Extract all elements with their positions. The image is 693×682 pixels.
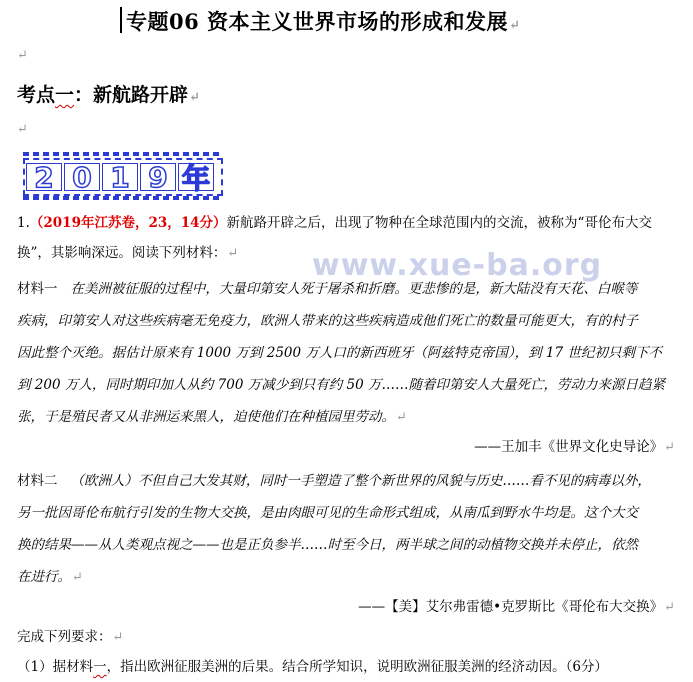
return-mark-icon: ↵ — [664, 440, 675, 455]
year-digit: 9 — [140, 163, 176, 191]
film-strip-bottom — [23, 196, 223, 200]
material1-line: 疾病，印第安人对这些疾病毫无免疫力，欧洲人带来的这些疾病造成他们死亡的数量可能更大，有的村子 — [17, 313, 638, 329]
spell-check-underline: 一 — [93, 659, 107, 675]
return-mark-icon: ↵ — [112, 630, 124, 645]
empty-paragraph-mark: ↵ — [17, 48, 28, 63]
question-line-1: 1.（2019年江苏卷，23，14分）新航路开辟之后，出现了物种在全球范围内的交流，被称为“哥伦布大交 — [17, 215, 652, 231]
year-digit: 2 — [26, 163, 62, 191]
page-title: 专题06 资本主义世界市场的形成和发展↵ — [120, 6, 520, 36]
film-strip-top — [23, 152, 223, 156]
empty-paragraph-mark: ↵ — [17, 122, 28, 137]
material2-line: 在进行。↵ — [17, 569, 83, 585]
question-source: （2019年江苏卷，23，14分） — [29, 215, 227, 231]
cursor-bar — [120, 7, 122, 33]
return-mark-icon: ↵ — [227, 246, 239, 261]
spell-check-underline: 一 — [55, 84, 75, 106]
material2-citation: ——【美】艾尔弗雷德•克罗斯比《哥伦布大交换》↵ — [358, 599, 675, 615]
material1-line: 到 200 万人，同时期印加人从约 700 万减少到只有约 50 万……随着印第安人大量死亡，劳动力来源日趋紧 — [17, 377, 665, 393]
material1-label: 材料一 — [17, 281, 58, 297]
material1-line: 张，于是殖民者又从非洲运来黑人，迫使他们在种植园里劳动。↵ — [17, 409, 407, 425]
return-mark-icon: ↵ — [189, 90, 200, 105]
year-banner — [23, 158, 223, 196]
section-heading: 考点一：新航路开辟↵ — [17, 84, 200, 106]
return-mark-icon: ↵ — [509, 18, 521, 33]
year-digit: 0 — [64, 163, 100, 191]
material1-line: 因此整个灭绝。据估计原来有 1000 万到 2500 万人口的新西班牙（阿兹特克帝国），到 17 世纪初只剩下不 — [17, 345, 662, 361]
requirements-heading: 完成下列要求：↵ — [17, 629, 124, 645]
return-mark-icon: ↵ — [396, 410, 407, 425]
material1-line: 材料一 在美洲被征服的过程中，大量印第安人死于屠杀和折磨。更悲惨的是，新大陆没有天花、白喉等 — [17, 281, 638, 297]
material1-citation: ——王加丰《世界文化史导论》↵ — [474, 439, 675, 455]
material2-line: 材料二 （欧洲人）不但自己大发其财，同时一手塑造了整个新世界的风貌与历史……看不见的病毒以外， — [17, 473, 651, 489]
material2-line: 换的结果——从人类观点视之——也是正负参半……时至今日，两半球之间的动植物交换并未停止，依然 — [17, 537, 638, 553]
return-mark-icon: ↵ — [72, 570, 83, 585]
material2-label: 材料二 — [17, 473, 58, 489]
return-mark-icon: ↵ — [664, 600, 675, 615]
question-line-2: 换”，其影响深远。阅读下列材料：↵ — [17, 245, 239, 261]
material2-line: 另一批因哥伦布航行引发的生物大交换，是由肉眼可见的生命形式组成，从南瓜到野水牛均是。这个大交 — [17, 505, 638, 521]
year-digit: 1 — [102, 163, 138, 191]
watermark: www.xue-ba.org — [312, 248, 603, 283]
requirement-item-1: （1）据材料一，指出欧洲征服美洲的后果。结合所学知识，说明欧洲征服美洲的经济动因。（6分） — [17, 659, 608, 675]
year-suffix: 年 — [178, 163, 214, 191]
